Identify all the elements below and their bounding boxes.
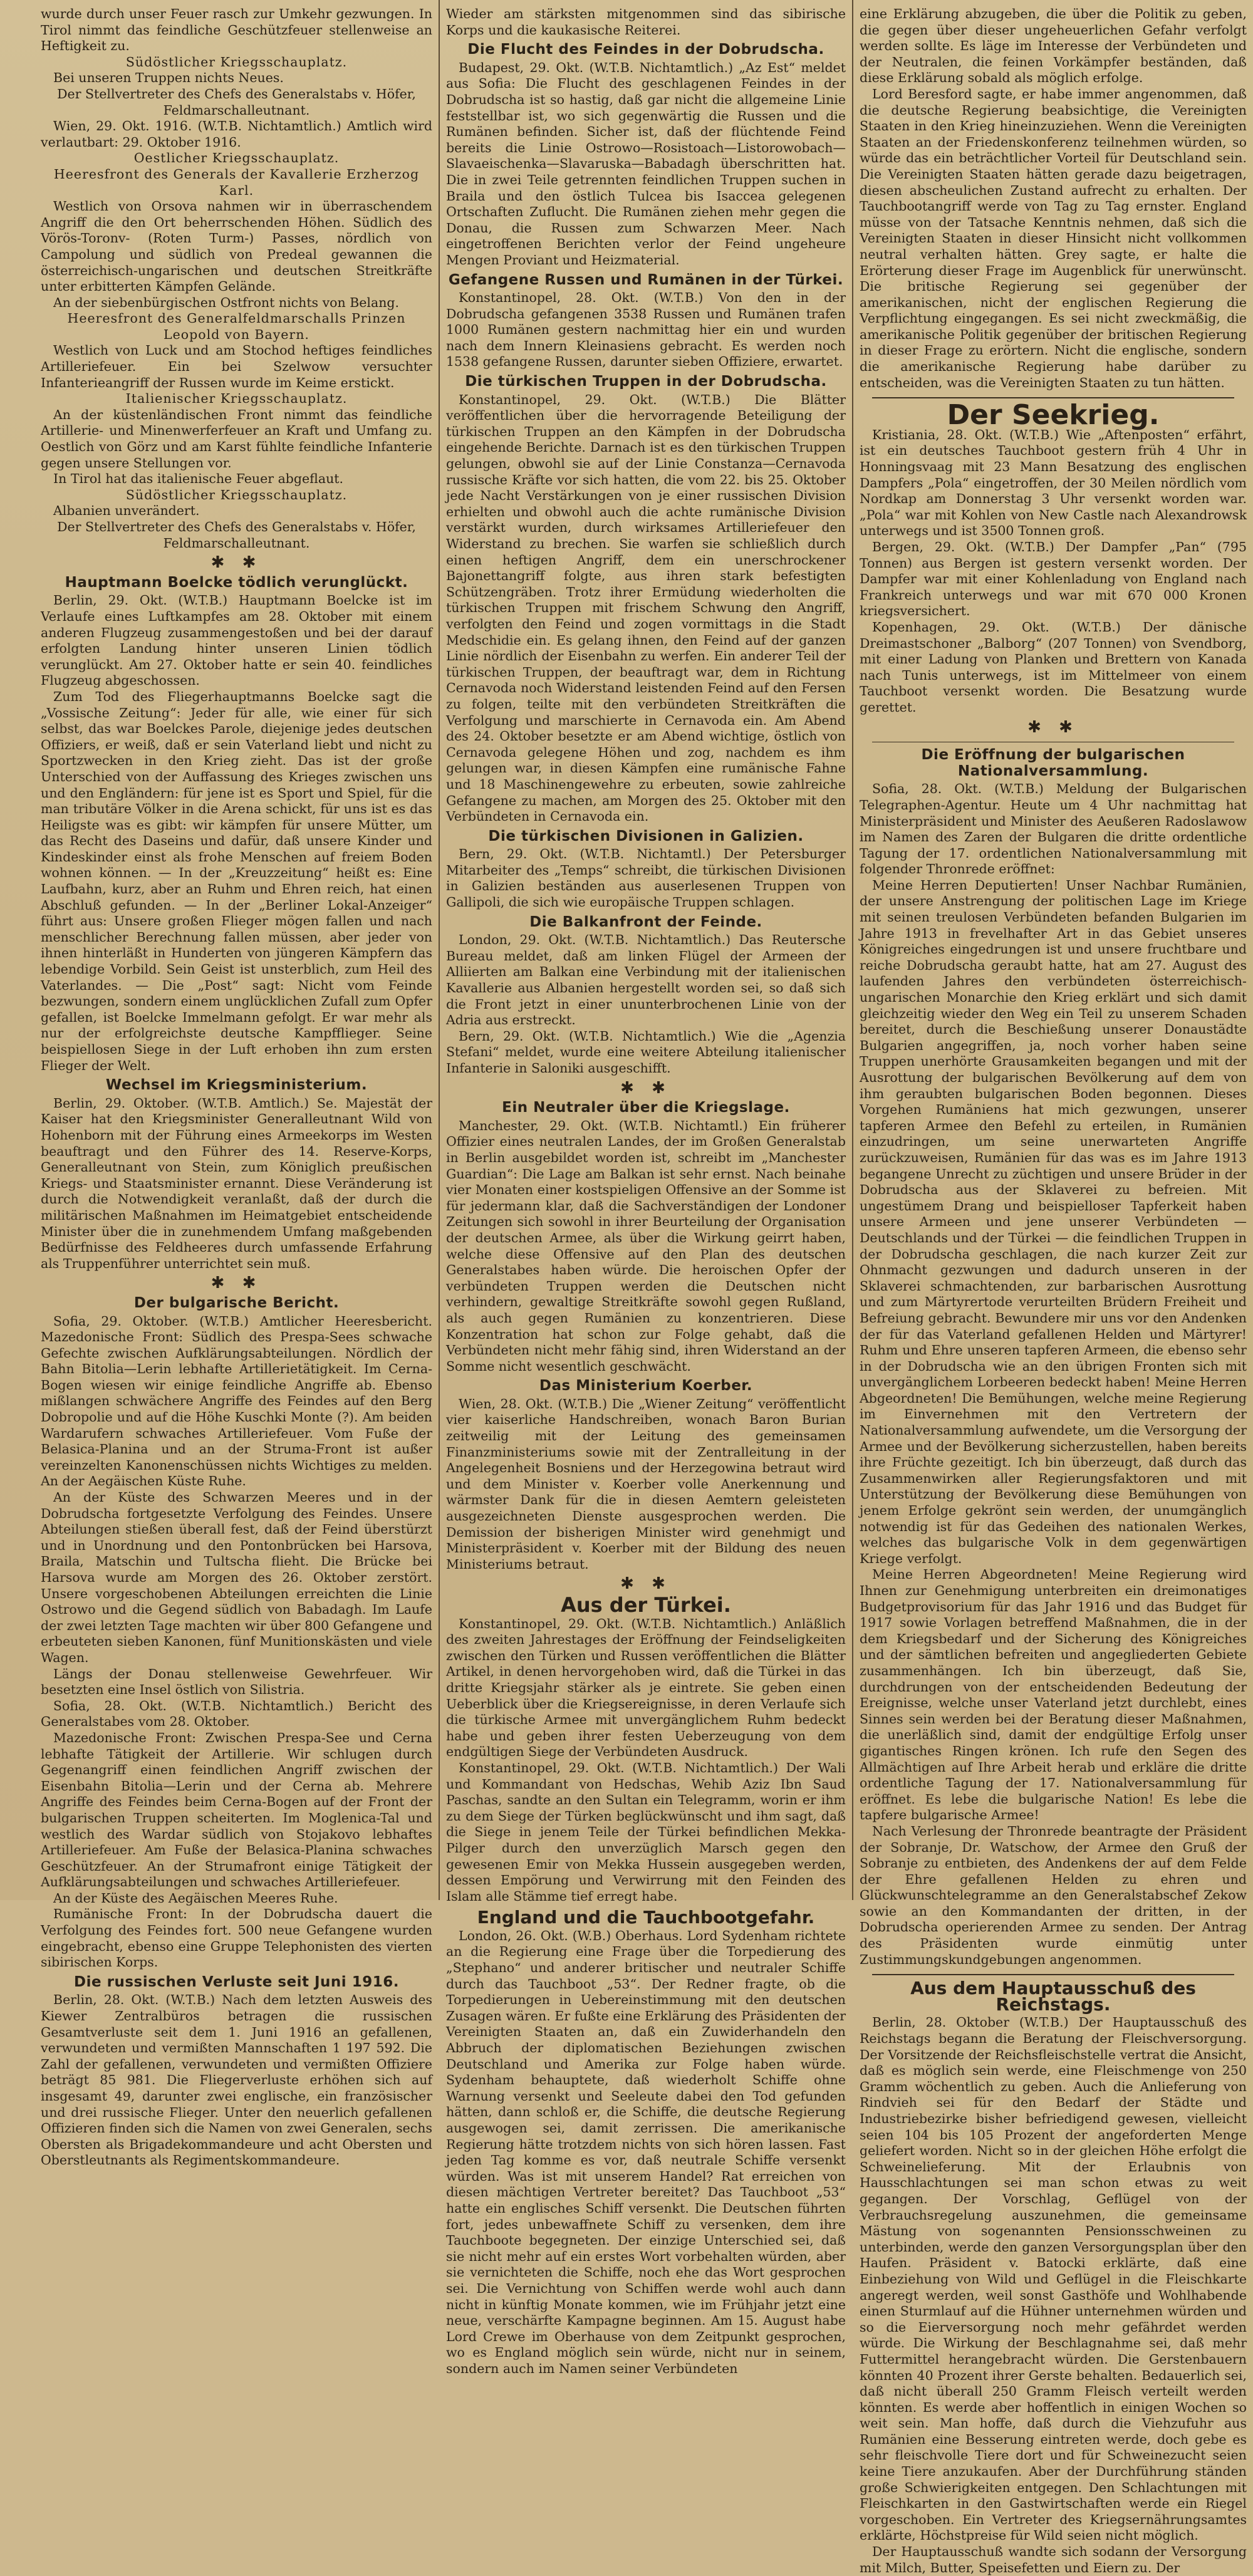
article-headline: Aus dem Hauptausschuß des Reichstags. xyxy=(910,1978,1196,2015)
article-headline: Die Eröffnung der bulgarischen Nationalversammlung. xyxy=(921,747,1185,779)
paragraph: Westlich von Luck und am Stochod heftiges feindliches Artilleriefeuer. Ein bei Szelwow versuchter Infanterieangriff der Russen wurde im Keime erstickt. xyxy=(41,343,432,390)
section-headline: Der Seekrieg. xyxy=(947,399,1160,432)
paragraph: Rumänische Front: In der Dobrudscha dauert die Verfolgung des Feindes fort. 500 neue Gefangene wurden eingebracht, ebenso eine Gruppe Telephonisten des vierten sibirischen Korps. xyxy=(41,1906,432,1970)
article-headline: Die russischen Verluste seit Juni 1916. xyxy=(74,1973,399,1990)
section-heading: Heeresfront des Generals der Kavallerie Erzherzog Karl. xyxy=(53,166,420,198)
paragraph: Mazedonische Front: Zwischen Prespa-See und Cerna lebhafte Tätigkeit der Artillerie. Wir schlugen durch Gegenangriff einen feindlichen Angriff zwischen der Eisenbahn Bitolia—Lerin und der Cerna ab. Mehrere Angriffe des Feindes beim Cerna-Bogen auf der Front der bulgarischen Truppen scheiterten. Im Moglenica-Tal und westlich des Wardar südlich von Stojakovo lebhaftes Artilleriefeuer. Am Fuße der Belasica-Planina schwaches Geschützfeuer. An der Strumafront einige Tätigkeit der Aufklärungsabteilungen und schwaches Artilleriefeuer. xyxy=(41,1730,432,1890)
paragraph: Längs der Donau stellenweise Gewehrfeuer. Wir besetzten eine Insel östlich von Silistria. xyxy=(41,1666,432,1698)
paragraph: Konstantinopel, 29. Okt. (W.T.B. Nichtamtlich.) Der Wali und Kommandant von Hedschas, Wehib Aziz Ibn Saud Paschas, sandte an den Sultan ein Telegramm, worin er ihm zu dem Siege der Türken beglückwünscht und ihm sagt, daß die Siege in jenem Teile der Türkei befindlichen Mekka-Pilger durch den unverzüglich Marsch gegen den gewesenen Emir von Mekka Hussein ausgegeben werden, dessen Empörung und Verwirrung mit den Feinden des Islam alle Stämme tief erregt habe. xyxy=(446,1760,846,1904)
signature: Der Stellvertreter des Chefs des Generalstabs v. Höfer, Feldmarschalleutnant. xyxy=(57,86,416,118)
paragraph: eine Erklärung abzugeben, die über die Politik zu geben, die gegen über dieser ungeheuerlichen Gefahr verfolgt werden sollte. Es läge im Interesse der Verbündeten und der Neutralen, die feinen Vorkämpfer beständen, daß diese Erklärung sobald als möglich erfolge. xyxy=(860,6,1247,86)
separator-stars: ✱ ✱ xyxy=(1027,717,1079,737)
paragraph: Lord Beresford sagte, er habe immer angenommen, daß die deutsche Regierung beabsichtige, die Vereinigten Staaten in den Krieg hineinzuziehen. Wenn die Vereinigten Staaten an der Friedenskonferenz teilnehmen würden, so würde das ein beträchtlicher Vorteil für Deutschland sein. Die Vereinigten Staaten hätten gerade dazu beigetragen, diesen abscheulichen Zustand aufrecht zu erhalten. Der Tauchbootangriff werde von Tag zu Tag ernster. England müsse von der Tatsache Kenntnis nehmen, daß sich die Vereinigten Staaten in dieser Hinsicht nicht vollkommen neutral verhalten hätten. Grey sagte, er halte die Erörterung dieser Frage im Augenblick für unerwünscht. Die britische Regierung sei gegenüber der amerikanischen, nicht der englischen Regierung die Verpflichtung eingegangen. Es sei nicht zweckmäßig, die amerikanische Politik gegenüber der britischen Regierung in dieser Frage zu erörtern. Nicht die englische, sondern die amerikanische Regierung habe darüber zu entscheiden, was die Vereinigten Staaten zu tun hätten. xyxy=(860,86,1247,390)
paragraph: Nach Verlesung der Thronrede beantragte der Präsident der Sobranje, Dr. Watschow, der Armee den Gruß der Sobranje zu entbieten, des Andenkens der auf dem Felde der Ehre gefallenen Helden zu ehren und Glückwunschtelegramme an den Generalstabschef Zekow sowie an den Kommandanten der dritten, in der Dobrudscha operierenden Armee zu senden. Der Antrag des Präsidenten wurde einmütig unter Zustimmungskundgebungen angenommen. xyxy=(860,1823,1247,1967)
column-2 xyxy=(439,0,852,2376)
article-headline: Der bulgarische Bericht. xyxy=(133,1294,340,1311)
paragraph: Sofia, 28. Okt. (W.T.B.) Meldung der Bulgarischen Telegraphen-Agentur. Heute um 4 Uhr nachmittag hat Ministerpräsident und Minister des Aeußeren Radoslawow im Namen des Zaren der Bulgaren die dritte ordentliche Tagung der 17. ordentlichen Nationalversammlung mit folgender Thronrede eröffnet: xyxy=(860,781,1247,877)
paragraph: An der Küste des Schwarzen Meeres und in der Dobrudscha fortgesetzte Verfolgung des Feindes. Unsere Abteilungen stießen überall fest, daß der Feind überstürzt und in Unordnung und den Pontonbrücken bei Harsova, Braila, Matschin und Tultscha flieht. Die Brücke bei Harsova wurde am Morgen des 26. Oktober zerstört. Unsere vorgeschobenen Abteilungen erreichten die Linie Ostrowo und die Gegend südlich von Babadagh. Im Laufe der zwei letzten Tage machten wir über 800 Gefangene und erbeuteten sieben Kanonen, fünf Munitionskästen und viele Wagen. xyxy=(41,1490,432,1665)
separator-stars: ✱ ✱ xyxy=(211,553,263,573)
paragraph: Bei unseren Truppen nichts Neues. xyxy=(53,70,284,86)
paragraph: Berlin, 29. Oktober. (W.T.B. Amtlich.) Se. Majestät der Kaiser hat den Kriegsminister Generalleutnant Wild von Hohenborn mit der Führung eines Armeekorps im Westen beauftragt und den Führer des 14. Reserve-Korps, Generalleutnant von Stein, zum Königlich preußischen Kriegs- und Staatsminister ernannt. Diese Veränderung ist durch die Notwendigkeit veranlaßt, daß der durch die militärischen Maßnahmen im Heimatgebiet entscheidende Minister über die in zunehmendem Umfang maßgebenden Bedürfnisse des Feldheeres durch umfassende Erfahrung als Truppenführer unterrichtet sein muß. xyxy=(41,1095,432,1271)
column-3 xyxy=(852,0,1253,2575)
article-headline: Das Ministerium Koerber. xyxy=(539,1378,753,1394)
article-headline: England und die Tauchbootgefahr. xyxy=(477,1907,815,1928)
section-heading: Heeresfront des Generalfeldmarschalls Prinzen Leopold von Bayern. xyxy=(67,311,406,342)
paragraph: Wien, 28. Okt. (W.T.B.) Die „Wiener Zeitung“ veröffentlicht vier kaiserliche Handschreiben, wonach Baron Burian zeitweilig mit der Leitung des gemeinsamen Finanzministeriums sowie mit der Zentralleitung in der Angelegenheit Bosniens und der Herzegowina betraut wird und dem Minister v. Koerber volle Anerkennung und wärmster Dank für die in diesen Aemtern geleisteten ausgezeichneten Dienste ausgesprochen werden. Die Demission der bisherigen Minister wird genehmigt und Ministerpräsident v. Koerber mit der Bildung des neuen Ministeriums betraut. xyxy=(446,1396,846,1572)
article-headline: Die Balkanfront der Feinde. xyxy=(529,913,762,930)
separator-stars: ✱ ✱ xyxy=(620,1574,672,1594)
article-headline: Hauptmann Boelcke tödlich verunglückt. xyxy=(65,574,408,591)
article-headline: Die türkischen Truppen in der Dobrudscha. xyxy=(465,373,827,390)
signature: Der Stellvertreter des Chefs des Generalstabs v. Höfer, Feldmarschalleutnant. xyxy=(57,519,416,551)
paragraph: Bergen, 29. Okt. (W.T.B.) Der Dampfer „Pan“ (795 Tonnen) aus Bergen ist gestern versenkt worden. Der Dampfer war mit einer Kohlenladung von England nach Frankreich unterwegs und war mit 670 000 Kronen kriegsversichert. xyxy=(860,539,1247,619)
section-heading: Italienischer Kriegsschauplatz. xyxy=(125,391,348,407)
separator-stars: ✱ ✱ xyxy=(620,1078,672,1098)
paragraph: London, 26. Okt. (W.B.) Oberhaus. Lord Sydenham richtete an die Regierung eine Frage über die Torpedierung des „Stephano“ und anderer britischer und neutraler Schiffe durch das Tauchboot „53“. Der Redner fragte, ob die Torpedierungen in Uebereinstimmung mit den deutschen Zusagen wären. Er fußte eine Erklärung des Präsidenten der Vereinigten Staaten an, daß ein Zuwiderhandeln den Abbruch der diplomatischen Beziehungen zwischen Deutschland und Amerika zur Folge haben würde. Sydenham behauptete, daß wiederholt Schiffe ohne Warnung versenkt und Seeleute dabei den Tod gefunden hätten, dann schloß er, die Schiffe, die deutsche Regierung ausgewogen sei, damit zerrissen. Die amerikanische Regierung hätte trotzdem nichts von sich hören lassen. Fast jeden Tag komme es vor, daß neutrale Schiffe versenkt würden. Was ist mit unserem Handel? Rat erreichen von diesen mächtigen Vertreter bereitet? Das Tauchboot „53“ hatte ein englisches Schiff versenkt. Die Deutschen führten fort, jedes unbewaffnete Schiff zu versenken, dem ihre Tauchboote begegneten. Der einzige Unterschied sei, daß sie nicht mehr auf ein erstes Wort vorbehalten würden, aber sie vernichteten die Schiffe, noch ehe das Wort gesprochen sei. Die Vernichtung von Schiffen werde wohl auch dann nicht in künftig Monate kommen, wie im Frühjahr jetzt eine neue, verschärfte Kampagne beginnen. Am 15. August habe Lord Crewe im Oberhause von dem Zeitpunkt gesprochen, wo es England möglich sein würde, nicht nur in seinem, sondern auch im Namen seiner Verbündeten xyxy=(446,1928,846,2376)
paragraph: Konstantinopel, 29. Okt. (W.T.B.) Die Blätter veröffentlichen über die hervorragende Beteiligung der türkischen Truppen an den Kämpfen in der Dobrudscha eingehende Berichte. Darnach ist es den türkischen Truppen gelungen, obwohl sie auf der Linie Constanza—Cernavoda russische Kräfte vor sich hatten, die vom 22. bis 25. Oktober jede Nacht Verstärkungen von je einer russischen Division erhielten und obwohl auch die achte rumänische Division verstärkt wurden, durch wirksames Artilleriefeuer den Widerstand zu brechen. Sie warfen sie schließlich durch einen heftigen Angriff, dem ein unerschrockener Bajonettangriff folgte, aus ihren stark befestigten Schützengräben. Trotz ihrer Ermüdung wiederholten die türkischen Truppen mit frischem Schwung den Angriff, verfolgten den Feind und zogen vormittags in die Stadt Medschidie ein. Es gelang ihnen, den Feind auf der ganzen Linie nördlich der Eisenbahn zu werfen. Ein anderer Teil der türkischen Truppen, der beauftragt war, dem in Richtung Cernavoda noch Widerstand leistenden Feind auf den Fersen zu folgen, teilte mit den verbündeten Streitkräften die Verfolgung und marschierte in Cernavoda ein. Am Abend des 24. Oktober besetzte er am Abend wichtige, östlich von Cernavoda gelegene Höhen und zog, nachdem es ihm gelungen war, in diesen Kämpfen eine rumänische Fahne und 18 Maschinengewehre zu erbeuten, sowie zahlreiche Gefangene zu machen, am Morgen des 25. Oktober mit den Verbündeten in Cernavoda ein. xyxy=(446,392,846,824)
paragraph: Budapest, 29. Okt. (W.T.B. Nichtamtlich.) „Az Est“ meldet aus Sofia: Die Flucht des geschlagenen Feindes in der Dobrudscha ist so hastig, daß gar nicht die allgemeine Linie feststellbar ist, wo sich gegenwärtig die Russen und die Rumänen befinden. Sicher ist, daß der flüchtende Feind bereits die Linie Ostrowo—Rosistoach—Listorowobach—Slavaeischenka—Slavaruska—Babadagh überschritten hat. Die in zwei Teile getrennten feindlichen Truppen suchen in Braila und den östlich Tulcea bis Isaccea gelegenen Ortschaften Zuflucht. Die Rumänen ziehen mehr gegen die Donau, die Russen zum Schwarzen Meer. Nach eingetroffenen Berichten verlor der Feind ungeheure Mengen Proviant und Heizmaterial. xyxy=(446,60,846,267)
divider xyxy=(872,397,1234,398)
paragraph: Westlich von Orsova nahmen wir in überraschendem Angriff die den Ort beherrschenden Höhen. Südlich des Vörös-Toronv- (Roten Turm-) Passes, nördlich von Campolung und südlich von Predeal gewannen die österreichisch-ungarischen und deutschen Streitkräfte unter erbitterten Kämpfen Gelände. xyxy=(41,199,432,294)
paragraph: London, 29. Okt. (W.T.B. Nichtamtlich.) Das Reutersche Bureau meldet, daß am linken Flügel der Armeen der Alliierten am Balkan eine Verbindung mit der italienischen Kavallerie aus Albanien hergestellt worden sei, so daß sich die Front jetzt in einer ununterbrochenen Linie von der Adria aus erstreckt. xyxy=(446,932,846,1028)
paragraph: In Tirol hat das italienische Feuer abgeflaut. xyxy=(53,471,344,487)
column-1 xyxy=(34,0,439,2168)
section-heading: Oestlicher Kriegsschauplatz. xyxy=(133,150,340,166)
paragraph: Sofia, 29. Oktober. (W.T.B.) Amtlicher Heeresbericht. Mazedonische Front: Südlich des Prespa-Sees schwache Gefechte zwischen Aufklärungsabteilungen. Nördlich der Bahn Bitolia—Lerin lebhafte Artillerietätigkeit. Im Cerna-Bogen wiesen wir einige feindliche Angriffe ab. Ebenso mißlangen schwächere Angriffe des Feindes auf den Berg Dobropolie und auf die Höhe Kuschki Monte (?). Am beiden Wardarufern schwaches Artilleriefeuer. Vom Fuße der Belasica-Planina und an der Struma-Front ist außer vereinzelten Kanonenschüssen nichts Wichtiges zu melden. An der Aegäischen Küste Ruhe. xyxy=(41,1313,432,1489)
paragraph: Berlin, 29. Okt. (W.T.B.) Hauptmann Boelcke ist im Verlaufe eines Luftkampfes am 28. Oktober mit einem anderen Flugzeug zusammengestoßen und bei der darauf erfolgten Landung hinter unseren Linien tödlich verunglückt. Am 27. Oktober hatte er sein 40. feindliches Flugzeug abgeschossen. xyxy=(41,593,432,688)
paragraph: Meine Herren Deputierten! Unser Nachbar Rumänien, der unsere Anstrengung der politischen Lage im Kriege mit seinen treulosen Verbündeten befanden Bulgarien im Jahre 1913 in frevelhafter Art in das Gebiet unseres Königreiches eingedrungen ist und unsere fruchtbare und reiche Dobrudscha geraubt hatte, hat am 27. August des laufenden Jahres den verbündeten österreichisch-ungarischen Monarchie den Krieg erklärt und sich damit gleichzeitig wieder den Weg ein Teil zu unserem Schaden bereitet, durch die Beschießung unserer Donaustädte Bulgarien angegriffen, ja, noch vorher haben seine Truppen unerhörte Grausamkeiten begangen und mit der Ausrottung der bulgarischen Bevölkerung auf dem von ihm geraubten bulgarischen Boden begonnen. Dieses Vorgehen Rumäniens hat mich gezwungen, unserer tapferen Armee den Befehl zu erteilen, in Rumänien einzudringen, um seine unerwarteten Angriffe zurückzuweisen, Rumänien für das was es im Jahre 1913 begangene Unrecht zu züchtigen und unsere Brüder in der Dobrudscha aus der Sklaverei zu befreien. Mit ungestümem Drang und beispielloser Tapferkeit haben unsere Armeen und jene unserer Verbündeten — Deutschlands und der Türkei — die feindlichen Truppen in der Dobrudscha geschlagen, die nach kurzer Zeit zur Ohnmacht gezwungen und dadurch unseren in der Sklaverei schmachtenden, zur barbarischen Ausrottung und zum Märtyrertode verurteilten Brüdern Freiheit und Befreiung gebracht. Bewundere mir uns vor den Andenken der für das Vaterland gefallenen Helden und Märtyrer! Ruhm und Ehre unseren tapferen Armeen, die ebenso sehr in der Dobrudscha wie an den übrigen Fronten sich mit unvergänglichem Lorbeeren bedeckt haben! Meine Herren Abgeordneten! Die Bemühungen, welche meine Regierung im Einvernehmen mit den Vertretern der Nationalversammlung aufwendete, um die Versorgung der Armee und der Bevölkerung sicherzustellen, haben bereits ihre Früchte gezeitigt. Ich bin überzeugt, daß durch das Zusammenwirken aller Regierungsfaktoren und mit Unterstützung der Bevölkerung diese Bemühungen von jenem Erfolge gekrönt sein werden, der unumgänglich notwendig ist für das Gedeihen des nationalen Werkes, welches das bulgarische Volk in dem gegenwärtigen Kriege verfolgt. xyxy=(860,877,1247,1566)
paragraph: Kristiania, 28. Okt. (W.T.B.) Wie „Aftenposten“ erfährt, ist ein deutsches Tauchboot gestern früh 4 Uhr in Honningsvaag mit 23 Mann Besatzung des englischen Dampfers „Pola“ eingetroffen, der 30 Meilen nördlich vom Nordkap am Donnerstag 3 Uhr versenkt worden war. „Pola“ war mit Kohlen von New Castle nach Alexandrowsk unterwegs und ist 3500 Tonnen groß. xyxy=(860,427,1247,539)
paragraph: Bern, 29. Okt. (W.T.B. Nichtamtl.) Der Petersburger Mitarbeiter des „Temps“ schreibt, die türkischen Divisionen in Galizien beständen aus auserlesenen Truppen von Gallipoli, die sich wie europäische Truppen schlagen. xyxy=(446,846,846,910)
section-heading: Südöstlicher Kriegsschauplatz. xyxy=(125,54,348,70)
article-headline: Aus der Türkei. xyxy=(561,1593,731,1617)
article-headline: Ein Neutraler über die Kriegslage. xyxy=(502,1099,790,1116)
paragraph: wurde durch unser Feuer rasch zur Umkehr gezwungen. In Tirol nimmt das feindliche Geschützfeuer stellenweise an Heftigkeit zu. xyxy=(41,6,432,54)
article-headline: Die türkischen Divisionen in Galizien. xyxy=(488,828,804,844)
paragraph: Bern, 29. Okt. (W.T.B. Nichtamtlich.) Wie die „Agenzia Stefani“ meldet, wurde eine weitere Abteilung italienischer Infanterie in Saloniki ausgeschifft. xyxy=(446,1028,846,1076)
article-headline: Die Flucht des Feindes in der Dobrudscha. xyxy=(467,41,824,58)
paragraph: Meine Herren Abgeordneten! Meine Regierung wird Ihnen zur Genehmigung unterbreiten ein dreimonatiges Budgetprovisorium für das Jahr 1916 und das Budget für 1917 sowie Vorlagen betreffend Maßnahmen, die in der dem Kriegsbedarf und der Sicherung des Königreiches und der sämtlichen befreiten und angegliederten Gebiete zusammenhängen. Ich bin überzeugt, daß Sie, durchdrungen von der entscheidenden Bedeutung der Ereignisse, welche unser Vaterland jetzt durchlebt, eines Sinnes sein werden bei der Beratung dieser Maßnahmen, die unerläßlich sind, damit der endgültige Erfolg unser gigantisches Ringen krönen. Ich rufe den Segen des Allmächtigen auf Ihre Arbeit herab und erkläre die dritte ordentliche Tagung der 17. Nationalversammlung für eröffnet. Es lebe die bulgarische Nation! Es lebe die tapfere bulgarische Armee! xyxy=(860,1567,1247,1823)
paragraph: Wieder am stärksten mitgenommen sind das sibirische Korps und die kaukasische Reiterei. xyxy=(446,6,846,38)
paragraph: Konstantinopel, 28. Okt. (W.T.B.) Von den in der Dobrudscha gefangenen 3538 Russen und Rumänen trafen 1000 Rumänen gestern nachmittag hier ein und wurden nach dem Innern Kleinasiens gebracht. Es werden noch 1538 gefangene Russen, darunter sieben Offiziere, erwartet. xyxy=(446,290,846,370)
paragraph: Wien, 29. Okt. 1916. (W.T.B. Nichtamtlich.) Amtlich wird verlautbart: 29. Oktober 1916. xyxy=(41,118,432,150)
paragraph: Berlin, 28. Oktober (W.T.B.) Der Hauptausschuß des Reichstags begann die Beratung der Fleischversorgung. Der Vorsitzende der Reichsfleischstelle vertrat die Ansicht, daß es möglich sein werde, eine Fleischmenge von 250 Gramm wöchentlich zu geben. Auch die Anlieferung von Rindvieh sei für den Bedarf der Städte und Industriebezirke bisher befriedigend gewesen, vielleicht seien 104 bis 105 Prozent der angeforderten Menge geliefert worden. Nicht so in der gleichen Höhe erfolgt die Schweinelieferung. Mit der Erlaubnis von Hausschlachtungen sei man schon etwas zu weit gegangen. Der Vorschlag, Geflügel von der Verbrauchsregelung auszunehmen, die gemeinsame Mästung von sogenannten Pensionsschweinen zu unterbinden, werde den ganzen Versorgungsplan über den Haufen. Präsident v. Batocki erklärte, daß eine Einbeziehung von Wild und Geflügel in die Fleischkarte angeregt werden, weil sonst Gasthöfe und Wohlhabende einen Sturmlauf auf die Hühner unternehmen würden und so die Eierversorgung noch mehr gefährdet werden würde. Die Wirkung der Beschlagnahme sei, daß mehr Futtermittel herangebracht würden. Die Gerstenbauern könnten 40 Prozent ihrer Gerste behalten. Bedauerlich sei, daß nicht überall 250 Gramm Fleisch verteilt werden könnten. Es werde aber hoffentlich in einigen Wochen so weit sein. Man hoffe, daß durch die Viehzufuhr aus Rumänien eine Besserung eintreten werde, doch gebe es sehr fleischvolle Tiere dort und für Schweinezucht seien keine Tiere anzukaufen. Aber der Durchführung ständen große Schwierigkeiten entgegen. Den Schlachtungen mit Fleischkarten in den Gastwirtschaften werde ein Riegel vorgeschoben. Ein Vertreter des Kriegsernährungsamtes erklärte, Höchstpreise für Wild seien nicht möglich. xyxy=(860,2015,1247,2543)
section-heading: Südöstlicher Kriegsschauplatz. xyxy=(125,487,348,502)
paragraph: Der Hauptausschuß wandte sich sodann der Versorgung mit Milch, Butter, Speisefetten und Eiern zu. Der xyxy=(860,2544,1247,2575)
paragraph: Berlin, 28. Okt. (W.T.B.) Nach dem letzten Ausweis des Kiewer Zentralbüros betragen die russischen Gesamtverluste seit dem 1. Juni 1916 an gefallenen, verwundeten und vermißten Mannschaften 1 197 592. Die Zahl der gefallenen, verwundeten und vermißten Offiziere beträgt 85 981. Die Fliegerverluste erhöhen sich auf insgesamt 49, darunter zwei englische, ein französischer und drei russische Flieger. Unter den neuerlich gefallenen Offizieren finden sich die Namen von zwei Generalen, sechs Obersten als Brigadekommandeure und acht Obersten und Oberstleutnants als Regimentskommandeure. xyxy=(41,1992,432,2168)
separator-stars: ✱ ✱ xyxy=(211,1274,263,1293)
paragraph: Manchester, 29. Okt. (W.T.B. Nichtamtl.) Ein früherer Offizier eines neutralen Landes, der im Großen Generalstab in Berlin ausgebildet worden ist, schreibt im „Manchester Guardian“: Die Lage am Balkan ist sehr ernst. Nach beinahe vier Monaten einer kostspieligen Offensive an der Somme ist für jedermann klar, daß die Sachverständigen der Londoner Zeitungen sich sowohl in ihrer Beurteilung der Organisation der deutschen Armee, als über die Wirkung geirrt haben, welche diese Offensive auf den Plan des deutschen Generalstabes haben würde. Die heroischen Opfer der verbündeten Truppen werden die Deutschen nicht verhindern, gewaltige Streitkräfte sowohl gegen Rußland, als auch gegen Rumänien zu konzentrieren. Diese Konzentration hat schon zur Folge gehabt, daß die Verbündeten nicht mehr fähig sind, ihren Widerstand an der Somme nicht wesentlich geschwächt. xyxy=(446,1118,846,1374)
paragraph: Albanien unverändert. xyxy=(53,503,200,519)
divider xyxy=(872,1974,1234,1975)
paragraph: An der siebenbürgischen Ostfront nichts von Belang. xyxy=(53,294,400,310)
article-headline: Gefangene Russen und Rumänen in der Türkei. xyxy=(448,271,844,288)
paragraph: Konstantinopel, 29. Okt. (W.T.B. Nichtamtlich.) Anläßlich des zweiten Jahrestages der Eröffnung der Feindseligkeiten zwischen den Türken und Russen veröffentlichen die Blätter Artikel, in denen hervorgehoben wird, daß die Türkei in das dritte Kriegsjahr stärker als je eintrete. Sie geben einen Ueberblick über die Kriegsereignisse, in deren Verlaufe sich die türkische Armee mit unvergänglichem Ruhm bedeckt habe und geben ihrer festen Ueberzeugung von dem endgültigen Siege der Verbündeten Ausdruck. xyxy=(446,1616,846,1760)
paragraph: An der küstenländischen Front nimmt das feindliche Artillerie- und Minenwerferfeuer an Kraft und Umfang zu. Oestlich von Görz und am Karst fühlte feindliche Infanterie gegen unsere Stellungen vor. xyxy=(41,407,432,470)
paragraph: Kopenhagen, 29. Okt. (W.T.B.) Der dänische Dreimastschoner „Balborg“ (207 Tonnen) von Svendborg, mit einer Ladung von Planken und Brettern von Kanada nach Tunis unterwegs, ist im Mittelmeer von einem Tauchboot versenkt worden. Die Besatzung wurde gerettet. xyxy=(860,619,1247,715)
article-headline: Wechsel im Kriegsministerium. xyxy=(105,1077,368,1094)
paragraph: Sofia, 28. Okt. (W.T.B. Nichtamtlich.) Bericht des Generalstabes vom 28. Oktober. xyxy=(41,1698,432,1730)
paragraph: An der Küste des Aegäischen Meeres Ruhe. xyxy=(53,1890,338,1906)
paragraph: Zum Tod des Fliegerhauptmanns Boelcke sagt die „Vossische Zeitung“: Jeder für alle, wie einer für sich selbst, das war Boelckes Parole, diejenige jedes deutschen Offiziers, er weiß, daß er sein Vaterland liebt und nicht zu Sportzwecken in den Krieg zieht. Das ist der große Unterschied von der Auffassung des Krieges zwischen uns und den Engländern: für jene ist es Sport und Spiel, für die man tributäre Völker in die Arena schickt, für uns ist es das Heiligste was es gibt: wir kämpfen für unsere Mütter, um das Recht des Daseins und dafür, daß unsere Kinder und Kindeskinder einst als frohe Menschen auf freiem Boden wohnen können. — In der „Kreuzzeitung“ heißt es: Eine Laufbahn, kurz, aber an Ruhm und Ehren reich, hat einen Abschluß gefunden. — In der „Berliner Lokal-Anzeiger“ führt aus: Unsere großen Flieger mögen fallen und nach menschlicher Berechnung fallen müssen, aber jeder von ihnen hinterläßt in Hunderten von jüngeren Kämpfern das lebendige Vorbild. Sein Geist ist unsterblich, zum Heil des Vaterlandes. — Die „Post“ sagt: Nicht vom Feinde bezwungen, sondern einem unglücklichen Zufall zum Opfer gefallen, ist Boelcke Immelmann gefolgt. Er war mehr als nur der erfolgreichste deutsche Kampfflieger. Seine beispiellosen Siege in der Luft erhoben ihn zum ersten Flieger der Welt. xyxy=(41,688,432,1073)
